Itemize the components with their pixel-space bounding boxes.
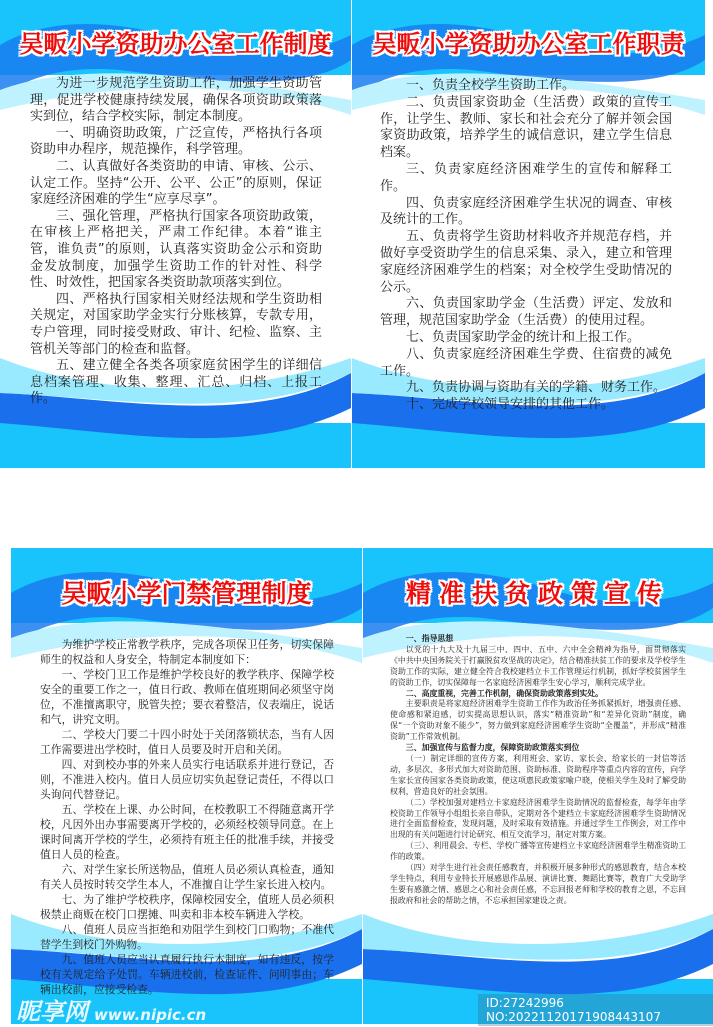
paragraph: 二、负责国家资助金（生活费）政策的宣传工作，让学生、教师、家长和社会充分了解并领会国家资助政策，培养学生的诚信意识，建立学生信息档案。 <box>380 94 672 161</box>
section-heading: 二、高度重视，完善工作机制，确保资助政策落到实处。 <box>405 688 604 698</box>
watermark-url: www.nipic.cn <box>94 1006 207 1024</box>
watermark-logo: 昵享网 www.nipic.cn <box>16 998 207 1026</box>
paragraph: （四）对学生进行社会责任感教育，并积极开展多种形式的感恩教育，结合本校学生特点，利用专业特长开展感恩作品展、演讲比赛、舞蹈比赛等，教育广大受助学生要有感激之情、感恩之心和社会责任感，不忘回报老师和学校的教育之恩，不忘回报政府和社会的帮助之情，不忘承担国家建设之责。 <box>390 863 686 905</box>
paragraph: （二）学校加强对建档立卡家庭经济困难学生资助情况的监督检查，每学年由学校资助工作领导小组组长亲自带队，定期对各个建档立卡家庭经济困难学生资助情况进行全面监督检查，发现问题，及时采取有效措施。并通过学生工作例会，对工作中出现的有关问题进行讨论研究、相互交流学习，制定对策方案。 <box>390 797 686 840</box>
poster-title: 吴畈小学资助办公室工作职责 <box>372 30 685 58</box>
paragraph: 七、负责国家助学金的统计和上报工作。 <box>406 329 641 345</box>
paragraph: 六、对学生家长所送物品，值班人员必须认真检查，通知有关人员按时转交学生本人，不准擅自让学生家长进入校内。 <box>40 863 334 891</box>
paragraph: 为维护学校正常教学秩序，完成各项保卫任务，切实保障师生的权益和人身安全，特制定本制度如下： <box>40 638 334 666</box>
paragraph: 八、值班人员应当拒绝和劝阻学生到校门口购物；不准代替学生到校门外购物。 <box>40 923 334 951</box>
paragraph: 十、完成学校领导安排的其他工作。 <box>406 397 615 413</box>
poster-work-duties <box>352 0 705 468</box>
paragraph: 九、值班人员应当认真履行执行本制度，如有违反，按学校有关规定给予处罚。车辆进校前，检查证件、问明事由；车辆出校前，应接受检查。 <box>40 953 334 996</box>
poster-poverty-policy <box>363 548 713 1024</box>
paragraph: 主要职责是将家庭经济困难学生资助工作作为政治任务抓紧抓好，增强责任感、使命感和紧迫感，切实提高思想认识，落实“精准资助”和“差异化资助”制度，确保“一个资助对象不能少”，努力做到家庭经济困难学生资助“全覆盖”，并形成“精准资助”工作常效机制。 <box>390 699 686 742</box>
paragraph: 一、负责全校学生资助工作。 <box>406 78 576 93</box>
poster-work-system <box>0 0 351 468</box>
poster-title: 吴畈小学资助办公室工作制度 <box>19 30 332 58</box>
paragraph: 三、强化管理，严格执行国家各项资助政策，在审核上严格把关，严肃工作纪律。本着“谁主管，谁负责”的原则，认真落实资助金公示和资助金发放制度，加强学生资助工作的针对性、科学性、时效性，把国家各类资助款项落实到位。 <box>30 208 322 291</box>
paragraph: 为进一步规范学生资助工作，加强学生资助管理，促进学校健康持续发展，确保各项资助政策落实到位，结合学校实际，制定本制度。 <box>30 76 322 125</box>
paragraph: 五、学校在上课、办公时间，在校教职工不得随意离开学校，凡因外出办事需要离开学校的，必须经校领导同意。在上课时间离开学校的学生，必须持有班主任的批准手续，并接受值日人员的检查。 <box>40 803 334 861</box>
paragraph: （一）制定详细的宣传方案，利用班会、家访、家长会、给家长的一封信等活动，多层次、多形式加大对资助范围、资助标准、资助程序等重点内容的宣传，向学生家长宣传国家各类资助政策，使这项惠民政策家喻户晓，使相关学生及时了解受助权利，营造良好的社会氛围。 <box>390 753 686 796</box>
paragraph: 六、负责国家助学金（生活费）评定、发放和管理，规范国家助学金（生活费）的使用过程。 <box>380 296 672 329</box>
paragraph: 以党的十九大及十九届三中、四中、五中、六中全会精神为指导，面贯彻落实《中共中央国务院关于打赢脱贫攻坚战的决定》，结合精准扶贫工作的要求及学校学生资助工作的实际，建立健全符合我校建档立卡工作管理运行机制，抓好学校贫困学生的资助工作，切实保障每一名家庭经济困难学生安心学习，顺利完成学业。 <box>390 644 686 687</box>
paragraph: 一、明确资助政策，广泛宣传，严格执行各项资助申办程序，规范操作，科学管理。 <box>30 125 322 158</box>
paragraph: 一、学校门卫工作是维护学校良好的教学秩序、保障学校安全的重要工作之一，值日行政、教师在值班期间必须坚守岗位，不准擅离职守，脱管失控；要衣着整洁，仪表端庄，说话和气，讲究文明。 <box>40 668 334 726</box>
poster-title: 精准扶贫政策宣传 <box>405 579 670 608</box>
paragraph: 九、负责协调与资助有关的学籍、财务工作。 <box>406 380 667 396</box>
paragraph: （三）、利用晨会、专栏、学校广播等宣传建档立卡家庭经济困难学生精准资助工作的政策。 <box>390 841 686 862</box>
section-heading: 一、指导思想 <box>405 634 454 643</box>
paragraph: 三、负责家庭经济困难学生的宣传和解释工作。 <box>380 161 672 194</box>
paragraph: 二、学校大门要二十四小时处于关闭落锁状态，当有人因工作需要进出学校时，值日人员要及时开启和关闭。 <box>40 728 334 756</box>
poster-title: 吴畈小学门禁管理制度 <box>61 579 312 608</box>
paragraph: 四、严格执行国家相关财经法规和学生资助相关规定，对国家助学金实行分账核算，专款专用，专户管理，同时接受财政、审计、纪检、监察、主管机关等部门的检查和监督。 <box>30 291 322 357</box>
poster-body <box>30 76 322 408</box>
poster-body <box>380 78 672 414</box>
poster-body <box>40 637 334 997</box>
paragraph: 八、负责家庭经济困难生学费、住宿费的减免工作。 <box>380 346 672 379</box>
paragraph: 四、对到校办事的外来人员实行电话联系并进行登记，否则，不准进入校内。值日人员应切实负起登记责任，不得以口头询问代替登记。 <box>40 758 334 801</box>
paragraph: 五、负责将学生资助材料收齐并规范存档，并做好享受资助学生的信息采集、录入，建立和管理家庭经济困难学生的档案；对全校学生受助情况的公示。 <box>380 229 672 295</box>
paragraph: 四、负责家庭经济困难学生状况的调查、审核及统计的工作。 <box>380 195 672 228</box>
poster-body <box>390 634 686 907</box>
paragraph: 七、为了维护学校秩序，保障校园安全，值班人员必须积极禁止商贩在校门口摆摊、叫卖和非本校车辆进入学校。 <box>40 893 334 921</box>
paragraph: 二、认真做好各类资助的申请、审核、公示、认定工作。坚持“公开、公平、公正”的原则，保证家庭经济困难的学生“应享尽享”。 <box>30 158 322 208</box>
paragraph: 五、建立健全各类各项家庭贫困学生的详细信息档案管理、收集、整理、汇总、归档、上报工作。 <box>30 358 322 407</box>
poster-gate-management <box>11 548 362 1024</box>
image-id-label: ID:27242996 NO:20221120171908443107 <box>478 994 713 1026</box>
section-heading: 三、加强宣传与监督力度，保障资助政策落实到位 <box>405 743 580 753</box>
